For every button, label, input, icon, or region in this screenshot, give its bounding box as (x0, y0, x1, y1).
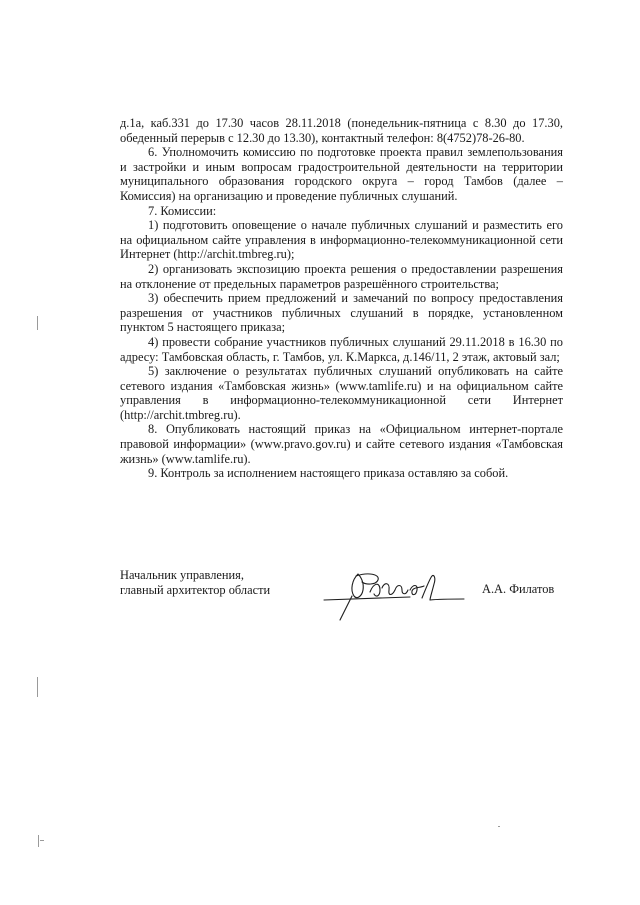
paragraph-item-7: 7. Комиссии: (148, 203, 217, 218)
scan-margin-mark (37, 677, 38, 697)
signatory-title-line-2: главный архитектор области (120, 582, 271, 597)
paragraph-subitem-5: 5) заключение о результатах публичных слушаний опубликовать на сайте сетевого издания «Тамбовская жизнь» (www.tamlife.ru) и на официальном сайте управления в информационно-телекоммуникационной сети Интернет (http://archit.tmbreg.ru). (120, 364, 563, 422)
scan-margin-mark (37, 316, 38, 330)
signatory-title-line-1: Начальник управления, (120, 568, 244, 582)
signatory-title (120, 568, 320, 597)
paragraph-item-9: 9. Контроль за исполнением настоящего приказа оставляю за собой. (148, 466, 509, 481)
paragraph-subitem-3: 3) обеспечить прием предложений и замечаний по вопросу предоставления разрешения от участников публичных слушаний в порядке, установленном пунктом 5 настоящего приказа; (120, 291, 563, 335)
document-body (120, 116, 563, 481)
paragraph-subitem-2: 2) организовать экспозицию проекта решения о предоставлении разрешения на отклонение от предельных параметров разрешённого строительства; (120, 261, 563, 291)
paragraph-address-continuation: д.1а, каб.331 до 17.30 часов 28.11.2018 (понедельник-пятница с 8.30 до 17.30, обеденный перерыв с 12.30 до 13.30), контактный телефон: 8(4752)78-26-80. (120, 116, 563, 145)
paragraph-item-6: 6. Уполномочить комиссию по подготовке проекта правил землепользования и застройки и иным вопросам градостроительной деятельности на территории муниципального образования городского округа – город Тамбов (далее – Комиссия) на организацию и проведение публичных слушаний. (120, 145, 563, 203)
paragraph-subitem-4: 4) провести собрание участников публичных слушаний 29.11.2018 в 16.30 по адресу: Тамбовская область, г. Тамбов, ул. К.Маркса, д.146/11, 2 этаж, актовый зал; (120, 334, 563, 364)
scan-margin-mark (498, 826, 500, 827)
signatory-name: А.А. Филатов (482, 582, 555, 596)
scan-margin-mark (40, 840, 44, 841)
scan-margin-mark (38, 835, 39, 847)
paragraph-subitem-1: 1) подготовить оповещение о начале публичных слушаний и разместить его на официальном сайте управления в информационно-телекоммуникационной сети Интернет (http://archit.tmbreg.ru); (120, 218, 563, 262)
paragraph-item-8: 8. Опубликовать настоящий приказ на «Официальном интернет-портале правовой информации» (www.pravo.gov.ru) и сайте сетевого издания «Тамбовская жизнь» (www.tamlife.ru). (120, 422, 563, 466)
handwritten-signature (318, 566, 478, 622)
